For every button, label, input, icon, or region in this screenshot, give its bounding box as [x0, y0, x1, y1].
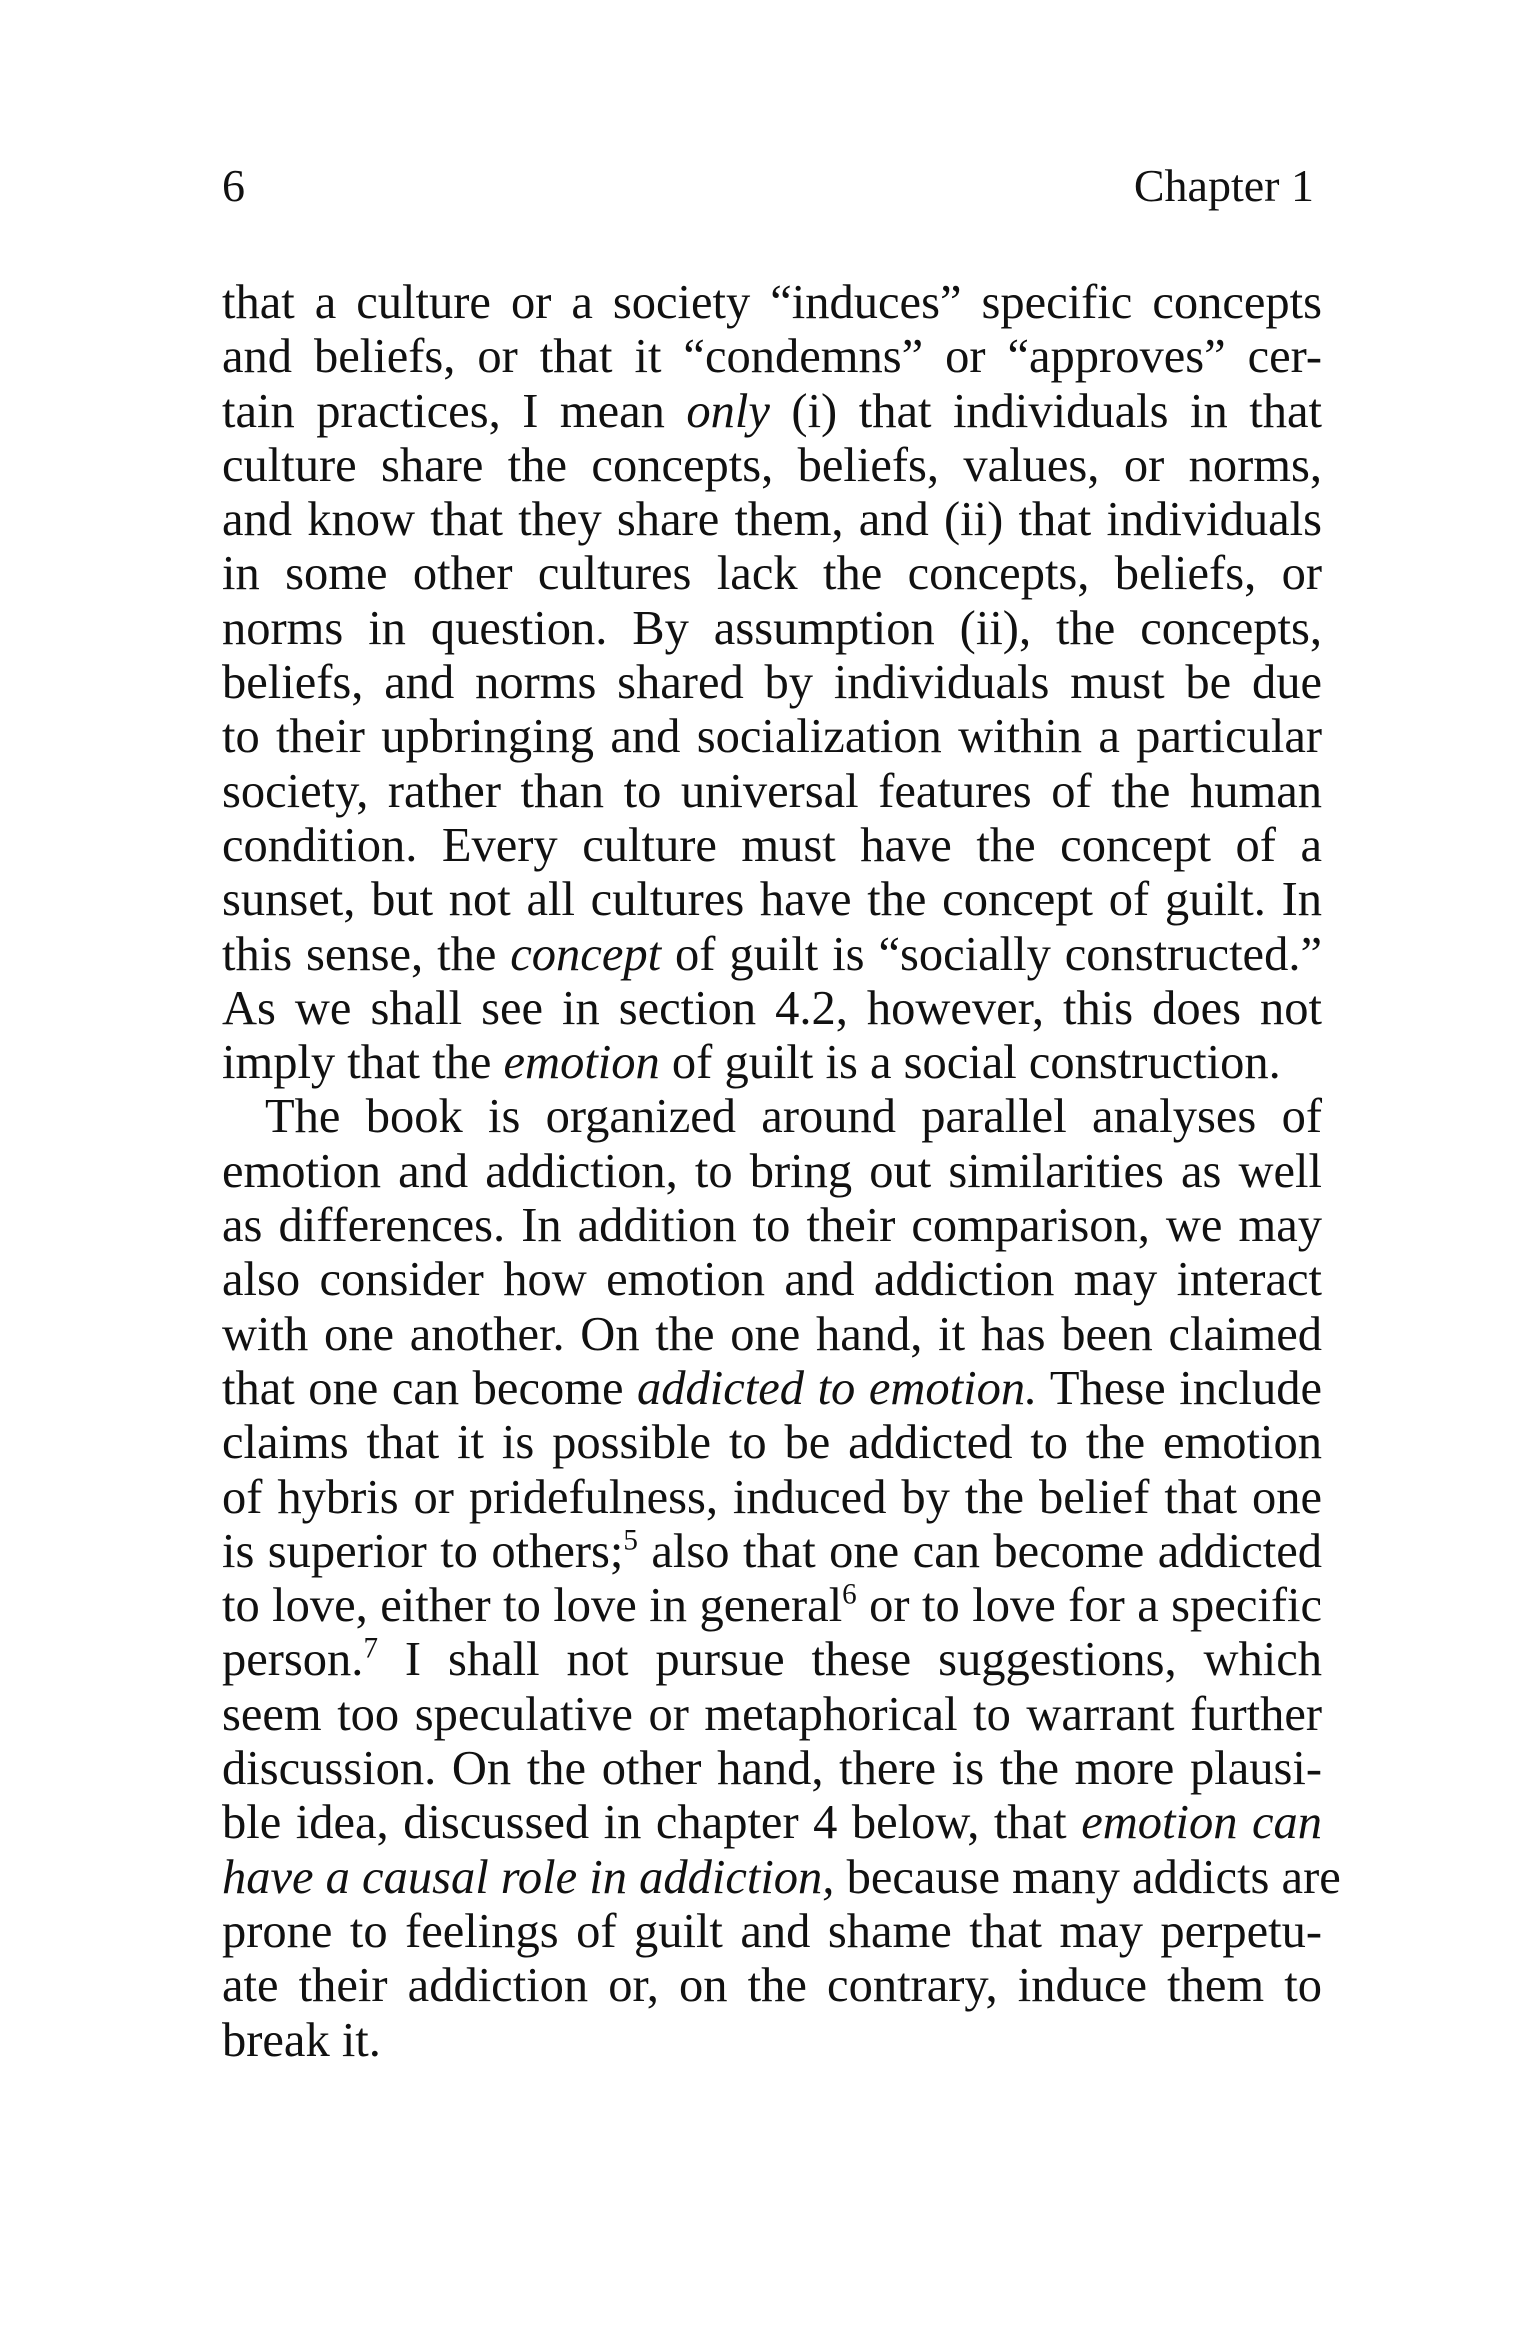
text-run: that one can become: [222, 1361, 638, 1415]
text-line: [222, 1036, 1322, 1090]
text-run: These include: [1037, 1361, 1322, 1415]
footnote-ref[interactable]: 6: [842, 1578, 857, 1611]
text-run: or to love for a specific: [856, 1579, 1322, 1633]
text-line: with one another. On the one hand, it has been claimed: [222, 1307, 1322, 1361]
text-run: because many addicts are: [834, 1850, 1341, 1904]
text-line: prone to feelings of guilt and shame that may perpetu-: [222, 1904, 1322, 1958]
text-line: seem too speculative or metaphorical to warrant further: [222, 1687, 1322, 1741]
text-line: condition. Every culture must have the concept of a: [222, 818, 1322, 872]
text-line: break it.: [222, 2013, 381, 2067]
page-number: 6: [222, 160, 245, 211]
text-line: also consider how emotion and addiction may interact: [222, 1253, 1322, 1307]
text-run: also that one can become addicted: [637, 1524, 1322, 1578]
text-line: discussion. On the other hand, there is the more plausi-: [222, 1742, 1322, 1796]
text-line: [222, 1362, 1322, 1416]
text-line: that a culture or a society “induces” specific concepts: [222, 276, 1322, 329]
text-run: tain practices, I mean: [222, 384, 687, 438]
italic-run: addicted to emotion.: [637, 1361, 1038, 1415]
text-line: [222, 1796, 1322, 1850]
italic-run: have a causal role in addiction,: [222, 1850, 835, 1904]
text-line: sunset, but not all cultures have the concept of guilt. In: [222, 873, 1322, 927]
text-line: [222, 1850, 1341, 1905]
text-line: [222, 1633, 1322, 1687]
text-line: norms in question. By assumption (ii), the concepts,: [222, 601, 1322, 655]
text-run: of guilt is a social construction.: [659, 1036, 1281, 1090]
text-line: in some other cultures lack the concepts, beliefs, or: [222, 547, 1322, 601]
text-line: ate their addiction or, on the contrary, induce them to: [222, 1959, 1322, 2013]
text-line: claims that it is possible to be addicted to the emotion: [222, 1416, 1322, 1470]
text-line: [222, 928, 1322, 982]
text-line: [222, 1525, 1322, 1579]
text-line: as differences. In addition to their comparison, we may: [222, 1199, 1322, 1253]
running-head: Chapter 1: [1133, 160, 1314, 211]
text-line: beliefs, and norms shared by individuals must be due: [222, 656, 1322, 710]
text-run: to love, either to love in general: [222, 1579, 843, 1633]
italic-run: emotion: [503, 1036, 660, 1090]
body-text: [222, 276, 1341, 2068]
text-line: The book is organized around parallel analyses of: [265, 1090, 1322, 1144]
text-line: emotion and addiction, to bring out similarities as well: [222, 1144, 1322, 1198]
text-run: of guilt is “socially constructed.”: [661, 927, 1322, 981]
text-line: and know that they share them, and (ii) that individuals: [222, 493, 1322, 547]
text-run: imply that the: [222, 1036, 504, 1090]
text-run: is superior to others;: [222, 1524, 624, 1578]
paragraph-2: [222, 1090, 1341, 2067]
text-run: this sense, the: [222, 927, 511, 981]
text-line: As we shall see in section 4.2, however, this does not: [222, 981, 1322, 1035]
footnote-ref[interactable]: 5: [623, 1524, 638, 1557]
text-line: culture share the concepts, beliefs, values, or norms,: [222, 438, 1322, 492]
text-line: [222, 1579, 1322, 1633]
text-line: society, rather than to universal features of the human: [222, 764, 1322, 818]
italic-run: concept: [510, 927, 662, 981]
footnote-ref[interactable]: 7: [363, 1632, 378, 1665]
italic-run: emotion can: [1081, 1796, 1322, 1850]
text-run: I shall not pursue these suggestions, which: [377, 1633, 1322, 1687]
text-line: [222, 385, 1322, 439]
text-line: to their upbringing and socialization within a particular: [222, 710, 1322, 764]
italic-run: only: [686, 384, 770, 438]
page-header: [222, 156, 1314, 216]
text-line: and beliefs, or that it “condemns” or “approves” cer-: [222, 330, 1322, 384]
text-run: (i) that individuals in that: [769, 384, 1322, 438]
text-run: person.: [222, 1633, 364, 1687]
text-run: ble idea, discussed in chapter 4 below, that: [222, 1796, 1082, 1850]
text-line: of hybris or pridefulness, induced by the belief that one: [222, 1470, 1322, 1524]
paragraph-1: [222, 276, 1322, 1090]
